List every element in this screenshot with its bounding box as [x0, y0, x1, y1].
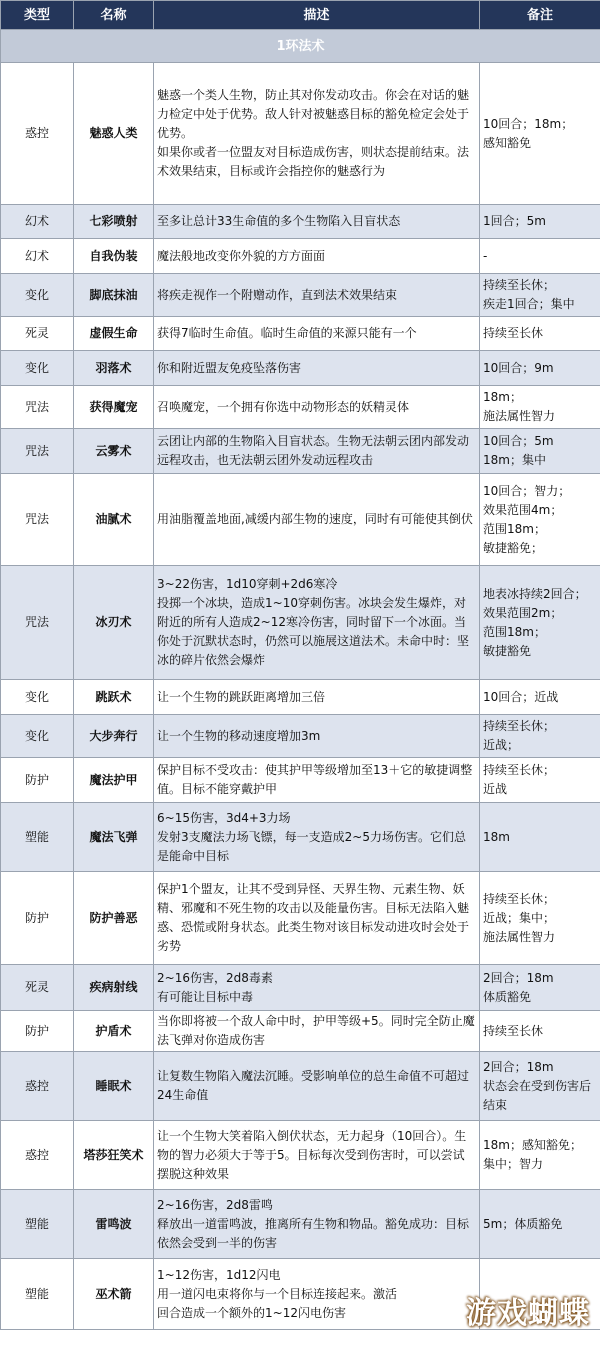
note-cell: 5m；体质豁免 — [480, 1190, 600, 1259]
table-row — [1, 1121, 600, 1190]
desc-cell: 让复数生物陷入魔法沉睡。受影响单位的总生命值不可超过24生命值 — [154, 1052, 480, 1121]
type-cell: 塑能 — [1, 1259, 74, 1330]
type-cell: 咒法 — [1, 474, 74, 566]
section-title: 1环法术 — [1, 30, 600, 63]
desc-cell: 保护1个盟友，让其不受到异怪、天界生物、元素生物、妖精、邪魔和不死生物的攻击以及能量伤害。目标无法陷入魅惑、恐慌或附身状态。此类生物对该目标发动进攻时会处于劣势 — [154, 872, 480, 965]
type-cell: 变化 — [1, 274, 74, 317]
table-row — [1, 317, 600, 351]
table-row — [1, 429, 600, 474]
name-cell: 护盾术 — [74, 1011, 154, 1052]
type-cell: 变化 — [1, 715, 74, 758]
note-cell: 地表冰持续2回合； 效果范围2m； 范围18m； 敏捷豁免 — [480, 566, 600, 680]
name-cell: 冰刃术 — [74, 566, 154, 680]
desc-cell: 让一个生物的移动速度增加3m — [154, 715, 480, 758]
name-cell: 疾病射线 — [74, 965, 154, 1011]
note-cell — [480, 1259, 600, 1330]
desc-cell: 你和附近盟友免疫坠落伤害 — [154, 351, 480, 386]
table-row — [1, 872, 600, 965]
desc-cell: 魅惑一个类人生物，防止其对你发动攻击。你会在对话的魅力检定中处于优势。敌人针对被魅惑目标的豁免检定会处于优势。 如果你或者一位盟友对目标造成伤害，则状态提前结束。法术效果结束，目标或许会指控你的魅惑行为 — [154, 63, 480, 205]
note-cell: 持续至长休； 近战； — [480, 715, 600, 758]
desc-cell: 3~22伤害，1d10穿刺+2d6寒冷 投掷一个冰块，造成1~10穿刺伤害。冰块会发生爆炸，对附近的所有人造成2~12寒冷伤害，同时留下一个冰面。当你处于沉默状态时，仍然可以施展这道法术。未命中时：坚冰的碎片依然会爆炸 — [154, 566, 480, 680]
note-cell: 1回合；5m — [480, 205, 600, 239]
table-row — [1, 63, 600, 205]
type-cell: 死灵 — [1, 317, 74, 351]
name-cell: 防护善恶 — [74, 872, 154, 965]
note-cell: 10回合；智力； 效果范围4m； 范围18m； 敏捷豁免； — [480, 474, 600, 566]
type-cell: 咒法 — [1, 566, 74, 680]
desc-cell: 至多让总计33生命值的多个生物陷入目盲状态 — [154, 205, 480, 239]
header-note: 备注 — [480, 1, 600, 30]
type-cell: 惑控 — [1, 1121, 74, 1190]
note-cell: 10回合；18m； 感知豁免 — [480, 63, 600, 205]
note-cell: - — [480, 239, 600, 274]
desc-cell: 当你即将被一个敌人命中时，护甲等级+5。同时完全防止魔法飞弹对你造成伤害 — [154, 1011, 480, 1052]
name-cell: 七彩喷射 — [74, 205, 154, 239]
table-row — [1, 1011, 600, 1052]
table-row — [1, 680, 600, 715]
name-cell: 魔法护甲 — [74, 758, 154, 803]
table-row — [1, 803, 600, 872]
desc-cell: 2~16伤害，2d8雷鸣 释放出一道雷鸣波，推离所有生物和物品。豁免成功：目标依然会受到一半的伤害 — [154, 1190, 480, 1259]
desc-cell: 1~12伤害，1d12闪电 用一道闪电束将你与一个目标连接起来。激活 回合造成一个额外的1~12闪电伤害 — [154, 1259, 480, 1330]
name-cell: 大步奔行 — [74, 715, 154, 758]
desc-cell: 用油脂覆盖地面,减缓内部生物的速度，同时有可能使其倒伏 — [154, 474, 480, 566]
note-cell: 10回合；近战 — [480, 680, 600, 715]
table-row — [1, 474, 600, 566]
header-type: 类型 — [1, 1, 74, 30]
desc-cell: 让一个生物大笑着陷入倒伏状态，无力起身（10回合）。生物的智力必须大于等于5。目标每次受到伤害时，可以尝试摆脱这种效果 — [154, 1121, 480, 1190]
name-cell: 虚假生命 — [74, 317, 154, 351]
desc-cell: 保护目标不受攻击：使其护甲等级增加至13＋它的敏捷调整值。目标不能穿戴护甲 — [154, 758, 480, 803]
site-watermark: 游戏蝴蝶 — [466, 1296, 590, 1331]
name-cell: 油腻术 — [74, 474, 154, 566]
type-cell: 惑控 — [1, 1052, 74, 1121]
note-cell: 持续至长休； 近战；集中； 施法属性智力 — [480, 872, 600, 965]
table-row — [1, 1259, 600, 1330]
note-cell: 持续至长休 — [480, 317, 600, 351]
type-cell: 幻术 — [1, 239, 74, 274]
desc-cell: 2~16伤害，2d8毒素 有可能让目标中毒 — [154, 965, 480, 1011]
type-cell: 死灵 — [1, 965, 74, 1011]
table-row — [1, 239, 600, 274]
name-cell: 睡眠术 — [74, 1052, 154, 1121]
type-cell: 防护 — [1, 872, 74, 965]
name-cell: 魅惑人类 — [74, 63, 154, 205]
name-cell: 脚底抹油 — [74, 274, 154, 317]
note-cell: 持续至长休 — [480, 1011, 600, 1052]
note-cell: 18m； 施法属性智力 — [480, 386, 600, 429]
desc-cell: 魔法般地改变你外貌的方方面面 — [154, 239, 480, 274]
name-cell: 获得魔宠 — [74, 386, 154, 429]
table-row — [1, 351, 600, 386]
table-row — [1, 758, 600, 803]
name-cell: 自我伪装 — [74, 239, 154, 274]
table-row — [1, 965, 600, 1011]
note-cell: 10回合；9m — [480, 351, 600, 386]
type-cell: 塑能 — [1, 1190, 74, 1259]
note-cell: 2回合；18m 体质豁免 — [480, 965, 600, 1011]
table-row — [1, 386, 600, 429]
name-cell: 塔莎狂笑术 — [74, 1121, 154, 1190]
type-cell: 防护 — [1, 758, 74, 803]
type-cell: 咒法 — [1, 429, 74, 474]
table-row — [1, 715, 600, 758]
header-desc: 描述 — [154, 1, 480, 30]
desc-cell: 将疾走视作一个附赠动作，直到法术效果结束 — [154, 274, 480, 317]
type-cell: 幻术 — [1, 205, 74, 239]
table-row — [1, 1052, 600, 1121]
table-row — [1, 274, 600, 317]
name-cell: 羽落术 — [74, 351, 154, 386]
name-cell: 云雾术 — [74, 429, 154, 474]
name-cell: 巫术箭 — [74, 1259, 154, 1330]
name-cell: 魔法飞弹 — [74, 803, 154, 872]
header-name: 名称 — [74, 1, 154, 30]
note-cell: 持续至长休； 近战 — [480, 758, 600, 803]
header-row — [1, 1, 600, 30]
table-row — [1, 205, 600, 239]
desc-cell: 让一个生物的跳跃距离增加三倍 — [154, 680, 480, 715]
type-cell: 变化 — [1, 351, 74, 386]
note-cell: 2回合；18m 状态会在受到伤害后结束 — [480, 1052, 600, 1121]
note-cell: 10回合；5m 18m；集中 — [480, 429, 600, 474]
desc-cell: 6~15伤害，3d4+3力场 发射3支魔法力场飞镖，每一支造成2~5力场伤害。它们总是能命中目标 — [154, 803, 480, 872]
section-row — [1, 30, 600, 63]
type-cell: 塑能 — [1, 803, 74, 872]
type-cell: 防护 — [1, 1011, 74, 1052]
type-cell: 咒法 — [1, 386, 74, 429]
table-row — [1, 1190, 600, 1259]
desc-cell: 获得7临时生命值。临时生命值的来源只能有一个 — [154, 317, 480, 351]
type-cell: 变化 — [1, 680, 74, 715]
name-cell: 跳跃术 — [74, 680, 154, 715]
note-cell: 18m — [480, 803, 600, 872]
desc-cell: 召唤魔宠，一个拥有你选中动物形态的妖精灵体 — [154, 386, 480, 429]
desc-cell: 云团让内部的生物陷入目盲状态。生物无法朝云团内部发动远程攻击，也无法朝云团外发动远程攻击 — [154, 429, 480, 474]
note-cell: 18m；感知豁免； 集中；智力 — [480, 1121, 600, 1190]
type-cell: 惑控 — [1, 63, 74, 205]
name-cell: 雷鸣波 — [74, 1190, 154, 1259]
table-row — [1, 566, 600, 680]
note-cell: 持续至长休； 疾走1回合；集中 — [480, 274, 600, 317]
